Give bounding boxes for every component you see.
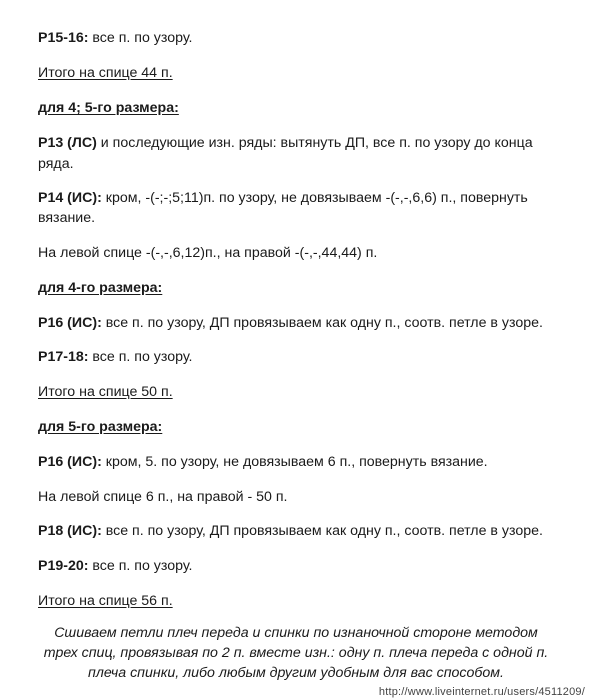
row-13 [38,133,533,153]
note-line-2: трех спиц, провязывая по 2 п. вместе изн.: одну п. плеча переда с одной п. [43,645,549,661]
row-label: Р17-18: [38,349,89,365]
row-16-size-5 [38,452,488,472]
total-56: Итого на спице 56 п. [38,593,173,609]
row-17-18 [38,347,193,367]
row-14-continued: вязание. [38,210,96,226]
row-label: Р14 (ИС): [38,190,102,206]
heading-size-4: для 4-го размера: [38,280,163,296]
note-line-3: плеча спинки, либо любым другим удобным для вас способом. [88,665,504,681]
row-label: Р18 (ИС): [38,523,102,539]
row-text: все п. по узору, ДП провязываем как одну п., соотв. петле в узоре. [101,315,543,331]
watermark-url: http://www.liveinternet.ru/users/4511209/ [378,686,585,698]
row-text: все п. по узору. [88,30,193,46]
row-14 [38,188,528,208]
needles-count-size-5: На левой спице 6 п., на правой - 50 п. [38,489,288,505]
row-text: все п. по узору, ДП провязываем как одну п., соотв. петле в узоре. [101,523,543,539]
row-label: Р19-20: [38,558,89,574]
row-label: Р16 (ИС): [38,454,102,470]
note-line-1: Сшиваем петли плеч переда и спинки по изнаночной стороне методом [54,625,538,641]
row-19-20 [38,556,193,576]
row-text: кром, 5. по узору, не довязываем 6 п., повернуть вязание. [101,454,488,470]
needles-count: На левой спице -(-,-,6,12)п., на правой -(-,-,44,44) п. [38,245,378,261]
total-44: Итого на спице 44 п. [38,65,173,81]
row-16-size-4 [38,313,543,333]
total-50: Итого на спице 50 п. [38,384,173,400]
row-15-16 [38,28,193,48]
heading-size-4-5: для 4; 5-го размера: [38,100,179,116]
row-label: Р15-16: [38,30,89,46]
row-text: все п. по узору. [88,558,193,574]
row-text: кром, -(-;-;5;11)п. по узору, не довязываем -(-,-,6,6) п., повернуть [101,190,528,206]
row-label: Р16 (ИС): [38,315,102,331]
row-18 [38,521,543,541]
row-label: Р13 (ЛС) [38,135,97,151]
row-13-continued: ряда. [38,156,74,172]
row-text: и последующие изн. ряды: вытянуть ДП, все п. по узору до конца [96,135,533,151]
heading-size-5: для 5-го размера: [38,419,163,435]
row-text: все п. по узору. [88,349,193,365]
